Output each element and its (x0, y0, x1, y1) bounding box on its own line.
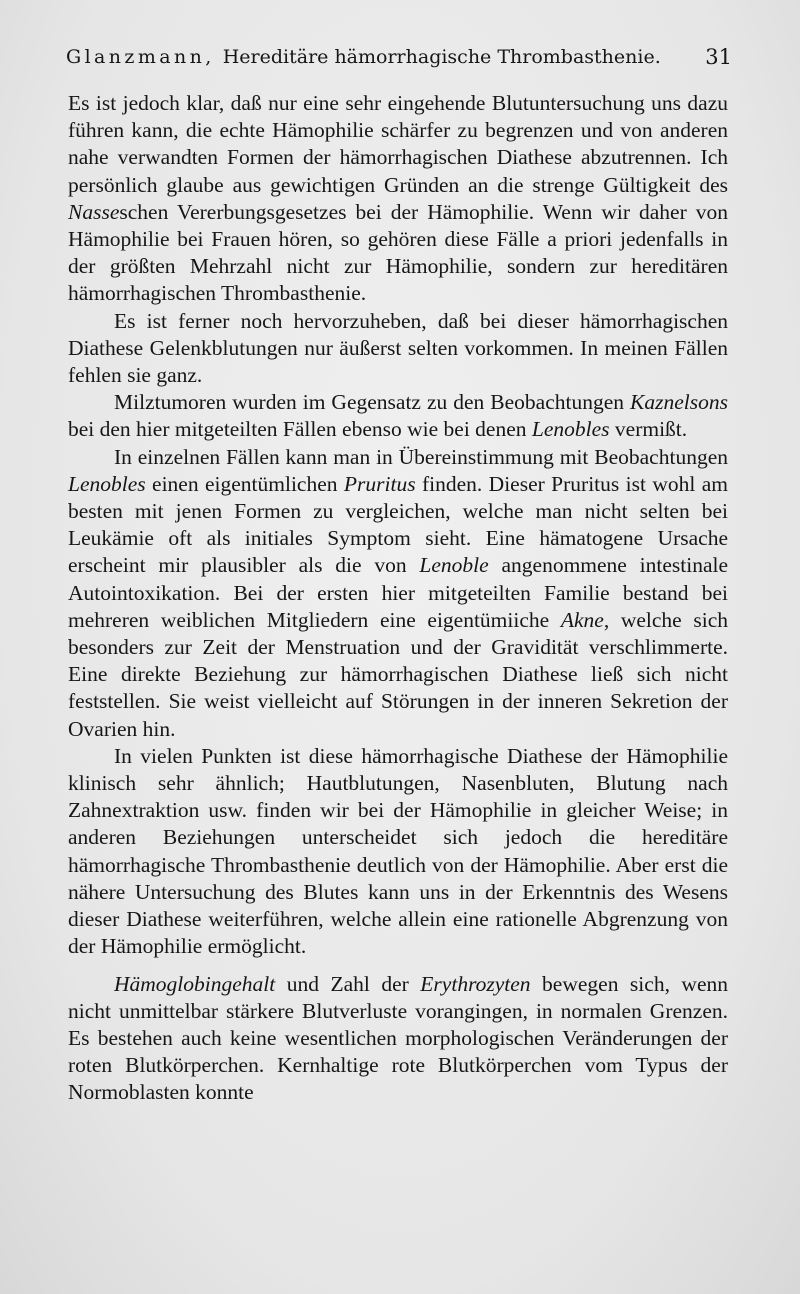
italic-term-pruritus: Pruritus (343, 471, 416, 496)
paragraph-4: In einzelnen Fällen kann man in Übereinstimmung mit Beobachtungen Lenobles einen eigentümlichen Pruritus finden. Dieser Pruritus ist wohl am besten mit jenen Formen zu vergleichen, welche man nicht selten bei Leukämie oft als initiales Symptom sieht. Eine hämatogene Ursache erscheint mir plausibler als die von Lenoble angenommene intestinale Autointoxikation. Bei der ersten hier mitgeteilten Familie bestand bei mehreren weiblichen Mitgliedern eine eigentümiiche Akne, welche sich besonders zur Zeit der Menstruation und der Gravidität verschlimmerte. Eine direkte Beziehung zur hämorrhagischen Diathese ließ sich nicht feststellen. Sie weist vielleicht auf Störungen in der inneren Sekretion der Ovarien hin. (68, 444, 729, 741)
paragraph-1: Es ist jedoch klar, daß nur eine sehr eingehende Blutuntersuchung uns dazu führen kann, die echte Hämophilie schärfer zu begrenzen und von anderen nahe verwandten Formen der hämorrhagischen Diathese abzutrennen. Ich persönlich glaube aus gewichtigen Gründen an die strenge Gültigkeit des Nasseschen Vererbungsgesetzes bei der Hämophilie. Wenn wir daher von Hämophilie bei Frauen hören, so gehören diese Fälle a priori jedenfalls in der größten Mehrzahl nicht zur Hämophilie, sondern zur hereditären hämorrhagischen Thrombasthenie. (68, 91, 728, 306)
paragraph-5: In vielen Punkten ist diese hämorrhagische Diathese der Hämophilie klinisch sehr ähnlich; Hautblutungen, Nasenbluten, Blutung nach Zahnextraktion usw. finden wir bei der Hämophilie in gleicher Weise; in anderen Beziehungen unterscheidet sich jedoch die hereditäre hämorrhagische Thrombasthenie deutlich von der Hämophilie. Aber erst die nähere Untersuchung des Blutes kann uns in der Erkenntnis des Wesens dieser Diathese weiterführen, welche allein eine rationelle Abgrenzung von der Hämophilie ermöglicht. (68, 743, 728, 959)
page-number: 31 (705, 45, 732, 69)
running-header (66, 42, 732, 72)
italic-name-lenoble: Lenoble (419, 553, 489, 578)
paragraph-3: Milztumoren wurden im Gegensatz zu den Beobachtungen Kaznelsons bei den hier mitgeteilten Fällen ebenso wie bei denen Lenobles vermißt. (68, 390, 728, 442)
italic-term-akne: Akne (560, 607, 604, 632)
header-title: Hereditäre hämorrhagische Thrombasthenie. (222, 46, 661, 68)
italic-term-erythrozyten: Erythrozyten (420, 971, 531, 996)
body-text (68, 90, 728, 1107)
italic-term-haemoglobingehalt: Hämoglobingehalt (114, 971, 276, 996)
italic-name-nasse: Nasse (68, 199, 120, 224)
paragraph-2: Es ist ferner noch hervorzuheben, daß bei dieser hämorrhagischen Diathese Gelenkblutungen nur äußerst selten vorkommen. In meinen Fällen fehlen sie ganz. (68, 308, 728, 388)
italic-name-kaznelsons: Kaznelsons (630, 390, 728, 415)
header-author: Glanzmann, (66, 46, 215, 68)
italic-name-lenobles: Lenobles (68, 471, 146, 496)
italic-name-lenobles: Lenobles (531, 417, 610, 442)
paragraph-6: Hämoglobingehalt und Zahl der Erythrozyten bewegen sich, wenn nicht unmittelbar stärkere Blutverluste vorangingen, in normalen Grenzen. Es bestehen auch keine wesentlichen morphologischen Veränderungen der roten Blutkörperchen. Kernhaltige rote Blutkörperchen vom Typus der Normoblasten konnte (68, 971, 728, 1105)
